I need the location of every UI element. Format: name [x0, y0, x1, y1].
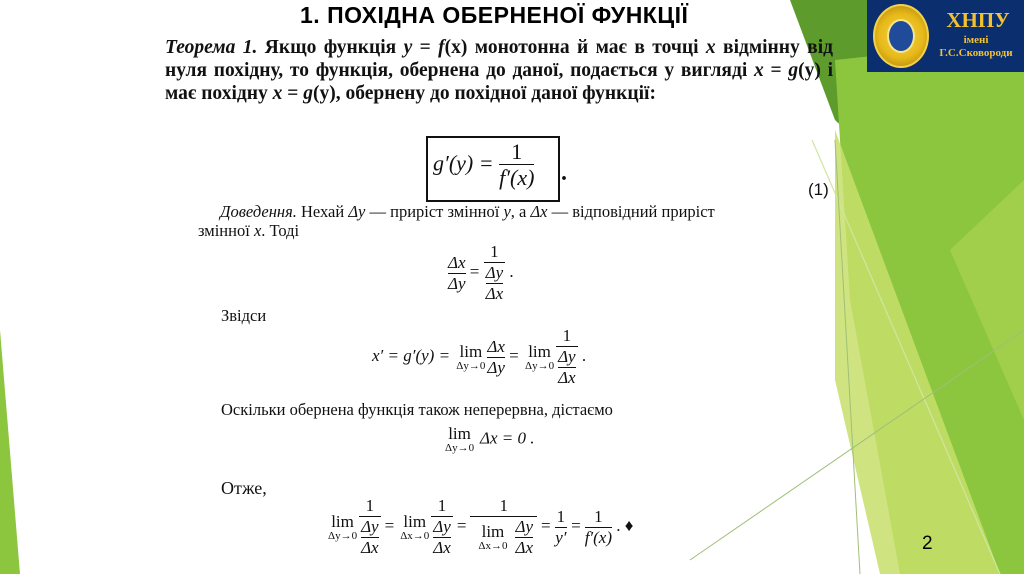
theorem-part: =: [282, 83, 304, 104]
text-zvidsy: Звідси: [221, 306, 267, 325]
frac-den: Δx: [485, 284, 504, 303]
frac-den: Δx: [361, 538, 379, 557]
frac-den: f′(x): [584, 527, 613, 547]
lim: lim: [459, 341, 483, 361]
frac-num: 1: [499, 496, 508, 515]
equals: =: [571, 515, 581, 535]
frac-num: Δy: [433, 517, 451, 536]
formula3-lhs: x′ = g′(y) =: [372, 345, 455, 365]
proof-part: змінної: [198, 221, 254, 240]
equation-number: (1): [808, 180, 829, 199]
text-otzhe: Отже,: [221, 478, 267, 498]
frac-num: 1: [490, 242, 499, 261]
var: y: [403, 37, 413, 58]
frac-num: Δx: [487, 336, 505, 356]
formula-1: [433, 140, 534, 191]
logo-subtitle: [929, 34, 1023, 60]
text-oskilky: Оскільки обернена функція також неперервна, дістаємо: [221, 400, 613, 419]
theorem-part: монотонна й має в точці: [467, 37, 706, 58]
theorem-part: , обернену до похідної даної функції:: [335, 83, 656, 104]
var: Δy: [348, 202, 366, 221]
logo-line1: імені: [963, 34, 989, 46]
proof-part: — відповідний приріст: [547, 202, 715, 221]
frac-num: 1: [562, 326, 572, 345]
logo-abbreviation: ХНПУ: [946, 8, 1010, 32]
lim-sub: Δx→0: [400, 529, 430, 542]
period: .: [505, 261, 514, 281]
frac-den: Δx: [433, 538, 451, 557]
lim-sub: Δy→0: [328, 529, 358, 542]
frac-den: Δx: [515, 538, 534, 557]
seal-icon: [873, 4, 929, 68]
var: g: [788, 60, 799, 81]
formula-3: [372, 326, 586, 388]
frac-num: 1: [437, 496, 447, 515]
equals: =: [504, 345, 523, 365]
equals: =: [456, 515, 467, 535]
theorem-text: [165, 36, 833, 105]
frac-den: f′(x): [499, 165, 535, 190]
equals: =: [541, 515, 551, 535]
theorem-label: Теорема 1.: [165, 37, 258, 58]
frac-num: Δy: [558, 347, 576, 366]
lim-sub: Δx→0: [478, 540, 508, 552]
var: f: [438, 37, 445, 58]
period: .: [577, 345, 587, 365]
theorem-part: відмінну від нуля похідну, то функція, обернена до даної, подається у вигляді: [165, 37, 833, 81]
lim-sub: Δy→0: [456, 359, 486, 372]
frac-num: 1: [365, 496, 375, 515]
frac-num: Δy: [515, 517, 534, 536]
formula-5: [326, 496, 633, 558]
formula4-rest: Δx = 0 .: [476, 428, 535, 448]
var: x: [272, 83, 283, 104]
frac-den: y′: [555, 527, 567, 547]
theorem-part: (x): [444, 37, 468, 58]
proof-part: . Тоді: [261, 221, 300, 240]
left-green-sliver: [0, 330, 20, 574]
lim: lim: [331, 511, 354, 531]
theorem-part: (y): [312, 83, 336, 104]
theorem-part: і має похідну: [165, 60, 833, 104]
formula1-dot: .: [561, 160, 567, 186]
theorem-part: (y): [798, 60, 821, 81]
frac-num: Δy: [361, 517, 379, 536]
frac-den: Δx: [558, 368, 576, 387]
formula-2: [448, 242, 514, 304]
var: Δx: [530, 202, 548, 221]
frac-num: 1: [594, 506, 603, 526]
var: x: [754, 60, 764, 81]
frac-den: Δy: [487, 357, 505, 377]
lim: lim: [403, 511, 427, 531]
formula1-fraction: [499, 140, 534, 191]
lim: lim: [528, 341, 551, 361]
end-mark: . ♦: [612, 515, 634, 535]
theorem-part: Якщо функція: [257, 37, 404, 58]
proof-part: — приріст змінної: [365, 202, 504, 221]
theorem-part: =: [412, 37, 439, 58]
logo-line2: Г.С.Сковороди: [939, 47, 1013, 59]
var: g: [303, 83, 313, 104]
proof-part: , а: [510, 202, 531, 221]
theorem-part: =: [763, 60, 789, 81]
frac-num: Δx: [448, 252, 466, 272]
frac-num: 1: [556, 506, 566, 526]
slide-title: 1. ПОХІДНА ОБЕРНЕНОЇ ФУНКЦІЇ: [300, 2, 689, 28]
lim-sub: Δy→0: [525, 359, 555, 372]
lim: lim: [481, 522, 505, 541]
frac-den: Δy: [448, 273, 466, 293]
var: y: [503, 202, 511, 221]
lim-sub: Δy→0: [445, 442, 475, 454]
frac-num: Δy: [485, 263, 504, 282]
equals: =: [465, 261, 484, 281]
proof-part: Нехай: [296, 202, 349, 221]
var: x: [253, 221, 262, 240]
lim: lim: [448, 424, 471, 443]
formula-4: [443, 425, 535, 454]
frac-num: 1: [511, 139, 523, 164]
var: x: [705, 37, 716, 58]
formula1-lhs: g′(y) =: [433, 150, 500, 176]
university-logo: [867, 0, 1024, 72]
equals: =: [384, 515, 395, 535]
proof-label: Доведення.: [220, 202, 297, 221]
proof-intro: [198, 202, 800, 240]
page-number: 2: [922, 533, 933, 554]
